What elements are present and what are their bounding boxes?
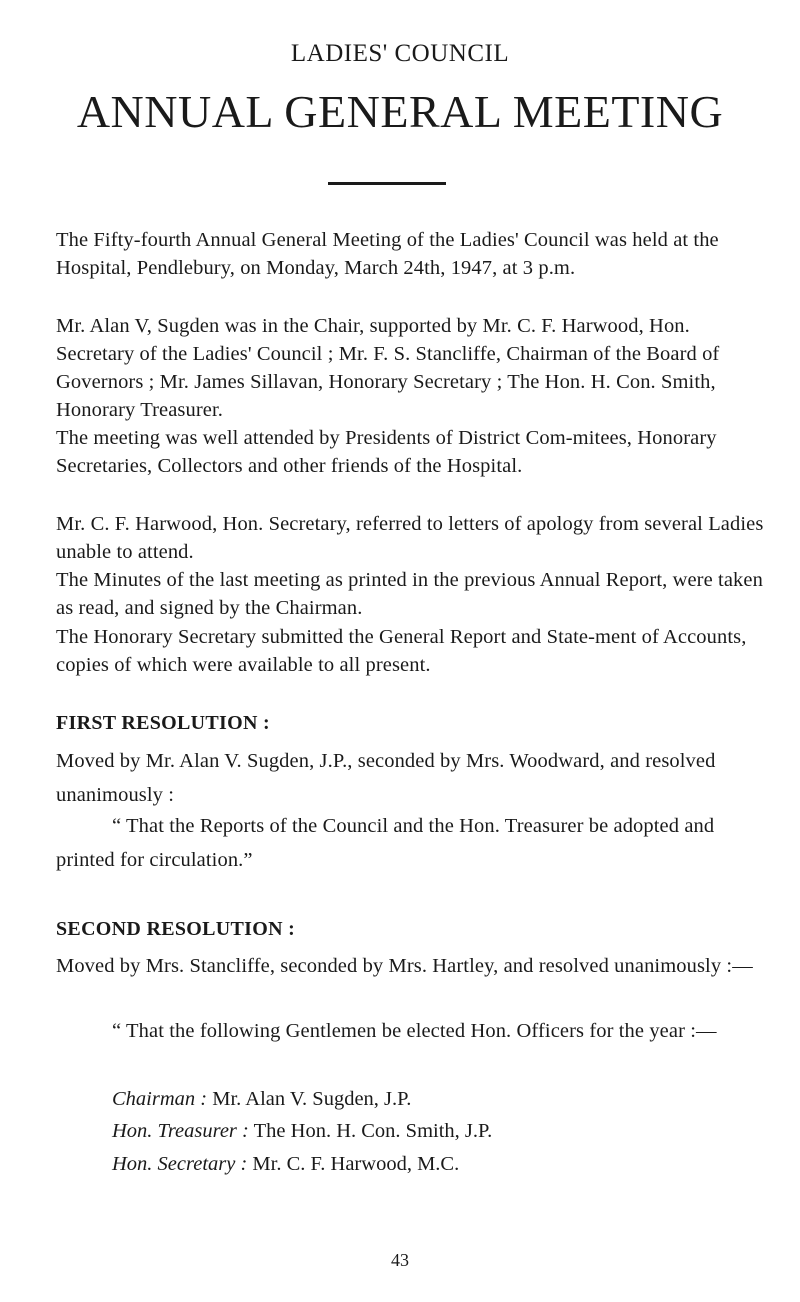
title-divider bbox=[328, 182, 446, 185]
paragraph-minutes: The Minutes of the last meeting as printed in the previous Annual Report, were taken as read, and signed by the Chairman. bbox=[56, 569, 763, 619]
officer-row bbox=[112, 1117, 492, 1145]
second-resolution-heading: SECOND RESOLUTION : bbox=[56, 918, 296, 940]
officer-name: Mr. C. F. Harwood, M.C. bbox=[252, 1153, 460, 1175]
paragraph-meeting-held: The Fifty-fourth Annual General Meeting of the Ladies' Council was held at the Hospital, Pendlebury, on Monday, March 24th, 1947, at 3 p.m. bbox=[56, 229, 719, 279]
officer-role: Hon. Secretary : bbox=[112, 1153, 248, 1175]
first-resolution-moved: Moved by Mr. Alan V. Sugden, J.P., seconded by Mrs. Woodward, and resolved unanimously : bbox=[56, 750, 716, 806]
second-resolution-moved: Moved by Mrs. Stancliffe, seconded by Mrs. Hartley, and resolved unanimously :— bbox=[56, 955, 753, 977]
officer-name: Mr. Alan V. Sugden, J.P. bbox=[212, 1088, 412, 1110]
paragraph-attendance: The meeting was well attended by Presidents of District Com-mitees, Honorary Secretaries, Collectors and other friends of the Hospital. bbox=[56, 427, 717, 477]
page-title: ANNUAL GENERAL MEETING bbox=[76, 86, 724, 137]
paragraph-chair: Mr. Alan V, Sugden was in the Chair, supported by Mr. C. F. Harwood, Hon. Secretary of the Ladies' Council ; Mr. F. S. Stancliffe, Chairman of the Board of Governors ; Mr. James Sillavan, Honorary Secretary ; The Hon. H. Con. Smith, Honorary Treasurer. bbox=[56, 315, 720, 421]
first-resolution-text: “ That the Reports of the Council and the Hon. Treasurer be adopted and printed for circulation.” bbox=[56, 815, 715, 871]
paragraph-apologies: Mr. C. F. Harwood, Hon. Secretary, referred to letters of apology from several Ladies unable to attend. bbox=[56, 513, 764, 563]
officer-row bbox=[112, 1085, 411, 1113]
first-resolution-heading: FIRST RESOLUTION : bbox=[56, 712, 270, 734]
council-heading: LADIES' COUNCIL bbox=[290, 40, 510, 67]
officer-role: Chairman : bbox=[112, 1088, 208, 1110]
page-number: 43 bbox=[391, 1250, 409, 1270]
officer-row bbox=[112, 1150, 459, 1178]
second-resolution-text: “ That the following Gentlemen be elected Hon. Officers for the year :— bbox=[112, 1020, 717, 1042]
officer-role: Hon. Treasurer : bbox=[112, 1120, 249, 1142]
officer-name: The Hon. H. Con. Smith, J.P. bbox=[253, 1120, 493, 1142]
paragraph-report: The Honorary Secretary submitted the General Report and State-ment of Accounts, copies of which were available to all present. bbox=[56, 626, 747, 676]
